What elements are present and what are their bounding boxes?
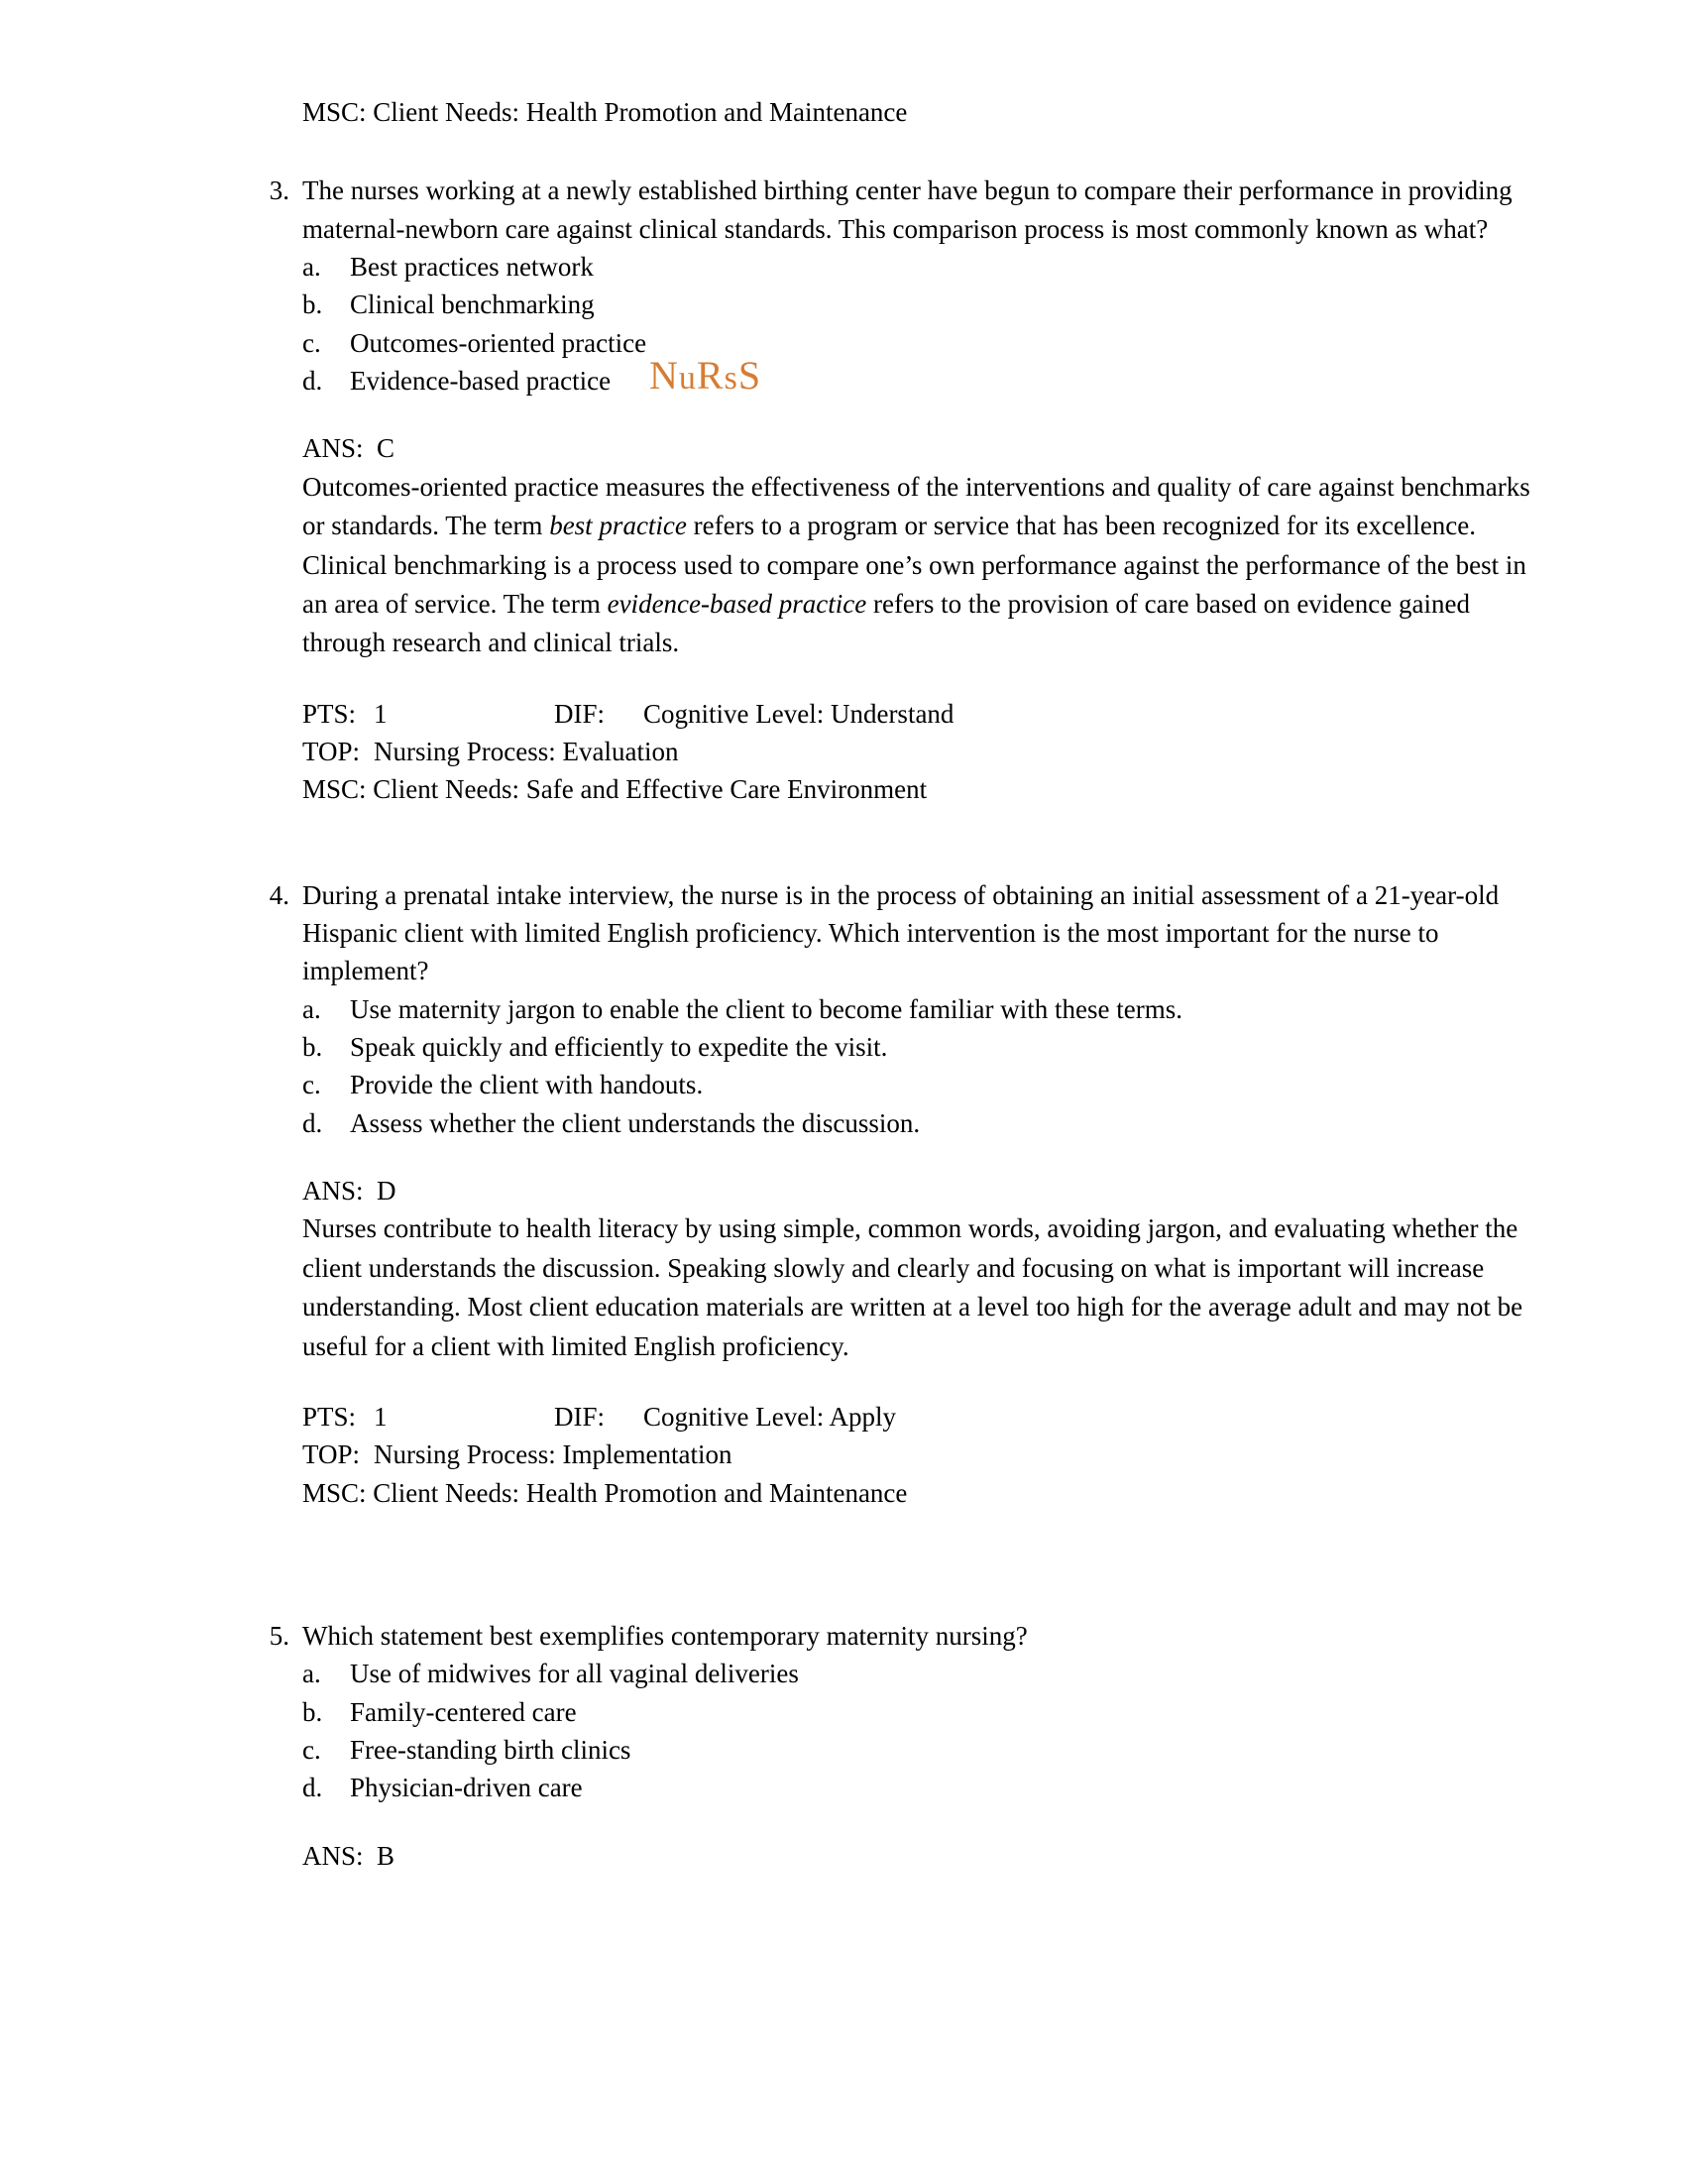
choice-text: Physician-driven care xyxy=(350,1773,583,1803)
question-stem: During a prenatal intake interview, the nurse is in the process of obtaining an initial assessment of a 21-year-old Hispanic client with limited English proficiency. Which intervention is the most important for the nurse to implement? xyxy=(302,879,1500,986)
choice-item[interactable] xyxy=(302,1693,1536,1731)
choice-item[interactable] xyxy=(302,1731,1536,1769)
rationale-part-1: Nurses contribute to health literacy by using simple, common words, avoiding jargon, and evaluating whether the client understands the discussion. Speaking slowly and clearly and focusing on what is important will increase understanding. Most client education materials are written at a level too high for the average adult and may not be useful for a client with limited English proficiency. xyxy=(302,1213,1523,1361)
answer-line xyxy=(302,429,1536,467)
pts-label: PTS: xyxy=(302,1402,357,1432)
choice-text: Free-standing birth clinics xyxy=(350,1734,631,1765)
rationale-text xyxy=(302,1209,1536,1366)
choice-letter: b. xyxy=(302,1696,323,1727)
choice-text: Speak quickly and efficiently to expedite the visit. xyxy=(350,1032,888,1063)
pts-value: 1 xyxy=(374,1402,388,1432)
choice-text: Outcomes-oriented practice xyxy=(350,327,647,358)
question-number: 5. xyxy=(269,1620,289,1651)
choice-letter: a. xyxy=(302,1659,321,1689)
answer-label: ANS: xyxy=(302,1840,364,1871)
rationale-italic-2: evidence-based practice xyxy=(607,588,867,619)
question-number: 4. xyxy=(269,879,289,910)
watermark: NuRsS xyxy=(649,353,762,398)
choice-item[interactable] xyxy=(302,1104,1536,1142)
choice-list xyxy=(302,990,1536,1142)
dif-label: DIF: xyxy=(554,698,606,729)
rationale-part-1: Outcomes-oriented practice measures the effectiveness of the interventions and quality of care against benchmarks or standards. The term xyxy=(302,471,1530,541)
choice-item[interactable] xyxy=(302,1769,1536,1806)
question-metadata xyxy=(302,695,1536,809)
choice-item[interactable] xyxy=(302,362,1536,400)
choice-text: Evidence-based practice xyxy=(350,366,612,397)
choice-item[interactable] xyxy=(302,248,1536,286)
top-label: TOP: xyxy=(302,1439,361,1470)
choice-list xyxy=(302,248,1536,400)
choice-letter: b. xyxy=(302,289,323,320)
rationale-part-2: refers to a program or service that has been recognized for its excellence. Clinical benchmarking is a process used to compare one’s own performance against the performance of the best in an area of service. The term xyxy=(302,511,1526,619)
choice-item[interactable] xyxy=(302,990,1536,1028)
answer-label: ANS: xyxy=(302,433,364,464)
top-row xyxy=(302,1436,1536,1473)
choice-letter: c. xyxy=(302,327,321,358)
choice-item[interactable] xyxy=(302,324,1536,362)
choice-letter: a. xyxy=(302,993,321,1024)
top-value: Nursing Process: Evaluation xyxy=(374,737,679,767)
question-block xyxy=(248,876,1536,1512)
msc-row: MSC: Client Needs: Health Promotion and Maintenance xyxy=(302,1477,908,1508)
choice-item[interactable] xyxy=(302,286,1536,323)
choice-letter: b. xyxy=(302,1032,323,1063)
choice-text: Assess whether the client understands the discussion. xyxy=(350,1107,921,1138)
choice-letter: d. xyxy=(302,366,323,397)
choice-letter: a. xyxy=(302,252,321,283)
choice-item[interactable] xyxy=(302,1655,1536,1692)
rationale-part-3: refers to the provision of care based on evidence gained through research and clinical trials. xyxy=(302,588,1470,658)
rationale-italic-1: best practice xyxy=(549,511,687,541)
choice-text: Use of midwives for all vaginal deliveries xyxy=(350,1659,799,1689)
pts-label: PTS: xyxy=(302,698,357,729)
dif-value: Cognitive Level: Understand xyxy=(643,698,955,729)
question-number: 3. xyxy=(269,175,289,206)
answer-value: D xyxy=(377,1176,396,1207)
answer-value: B xyxy=(377,1840,395,1871)
choice-item[interactable] xyxy=(302,1066,1536,1103)
rationale-text xyxy=(302,468,1536,663)
question-block xyxy=(248,1617,1536,1875)
choice-item[interactable] xyxy=(302,1028,1536,1066)
question-block xyxy=(248,172,1536,808)
msc-row: MSC: Client Needs: Safe and Effective Care Environment xyxy=(302,774,928,805)
answer-line xyxy=(302,1837,1536,1875)
choice-letter: c. xyxy=(302,1734,321,1765)
choice-text: Best practices network xyxy=(350,252,594,283)
choice-letter: c. xyxy=(302,1070,321,1100)
answer-label: ANS: xyxy=(302,1176,364,1207)
pts-dif-row xyxy=(302,695,1536,733)
choice-text: Provide the client with handouts. xyxy=(350,1070,704,1100)
top-value: Nursing Process: Implementation xyxy=(374,1439,732,1470)
choice-text: Clinical benchmarking xyxy=(350,289,595,320)
answer-value: C xyxy=(377,433,395,464)
question-metadata xyxy=(302,1398,1536,1512)
top-msc-line: MSC: Client Needs: Health Promotion and Maintenance xyxy=(302,97,908,127)
choice-letter: d. xyxy=(302,1773,323,1803)
question-stem: Which statement best exemplifies contemporary maternity nursing? xyxy=(302,1620,1028,1651)
dif-label: DIF: xyxy=(554,1402,606,1432)
answer-line xyxy=(302,1172,1536,1209)
top-label: TOP: xyxy=(302,737,361,767)
choice-text: Family-centered care xyxy=(350,1696,577,1727)
dif-value: Cognitive Level: Apply xyxy=(643,1402,896,1432)
choice-letter: d. xyxy=(302,1107,323,1138)
question-stem: The nurses working at a newly established birthing center have begun to compare their performance in providing maternal-newborn care against clinical standards. This comparison process is most commonly known as what? xyxy=(302,175,1513,244)
top-row xyxy=(302,733,1536,770)
choice-list xyxy=(302,1655,1536,1806)
pts-value: 1 xyxy=(374,698,388,729)
choice-text: Use maternity jargon to enable the client to become familiar with these terms. xyxy=(350,993,1182,1024)
pts-dif-row xyxy=(302,1398,1536,1436)
